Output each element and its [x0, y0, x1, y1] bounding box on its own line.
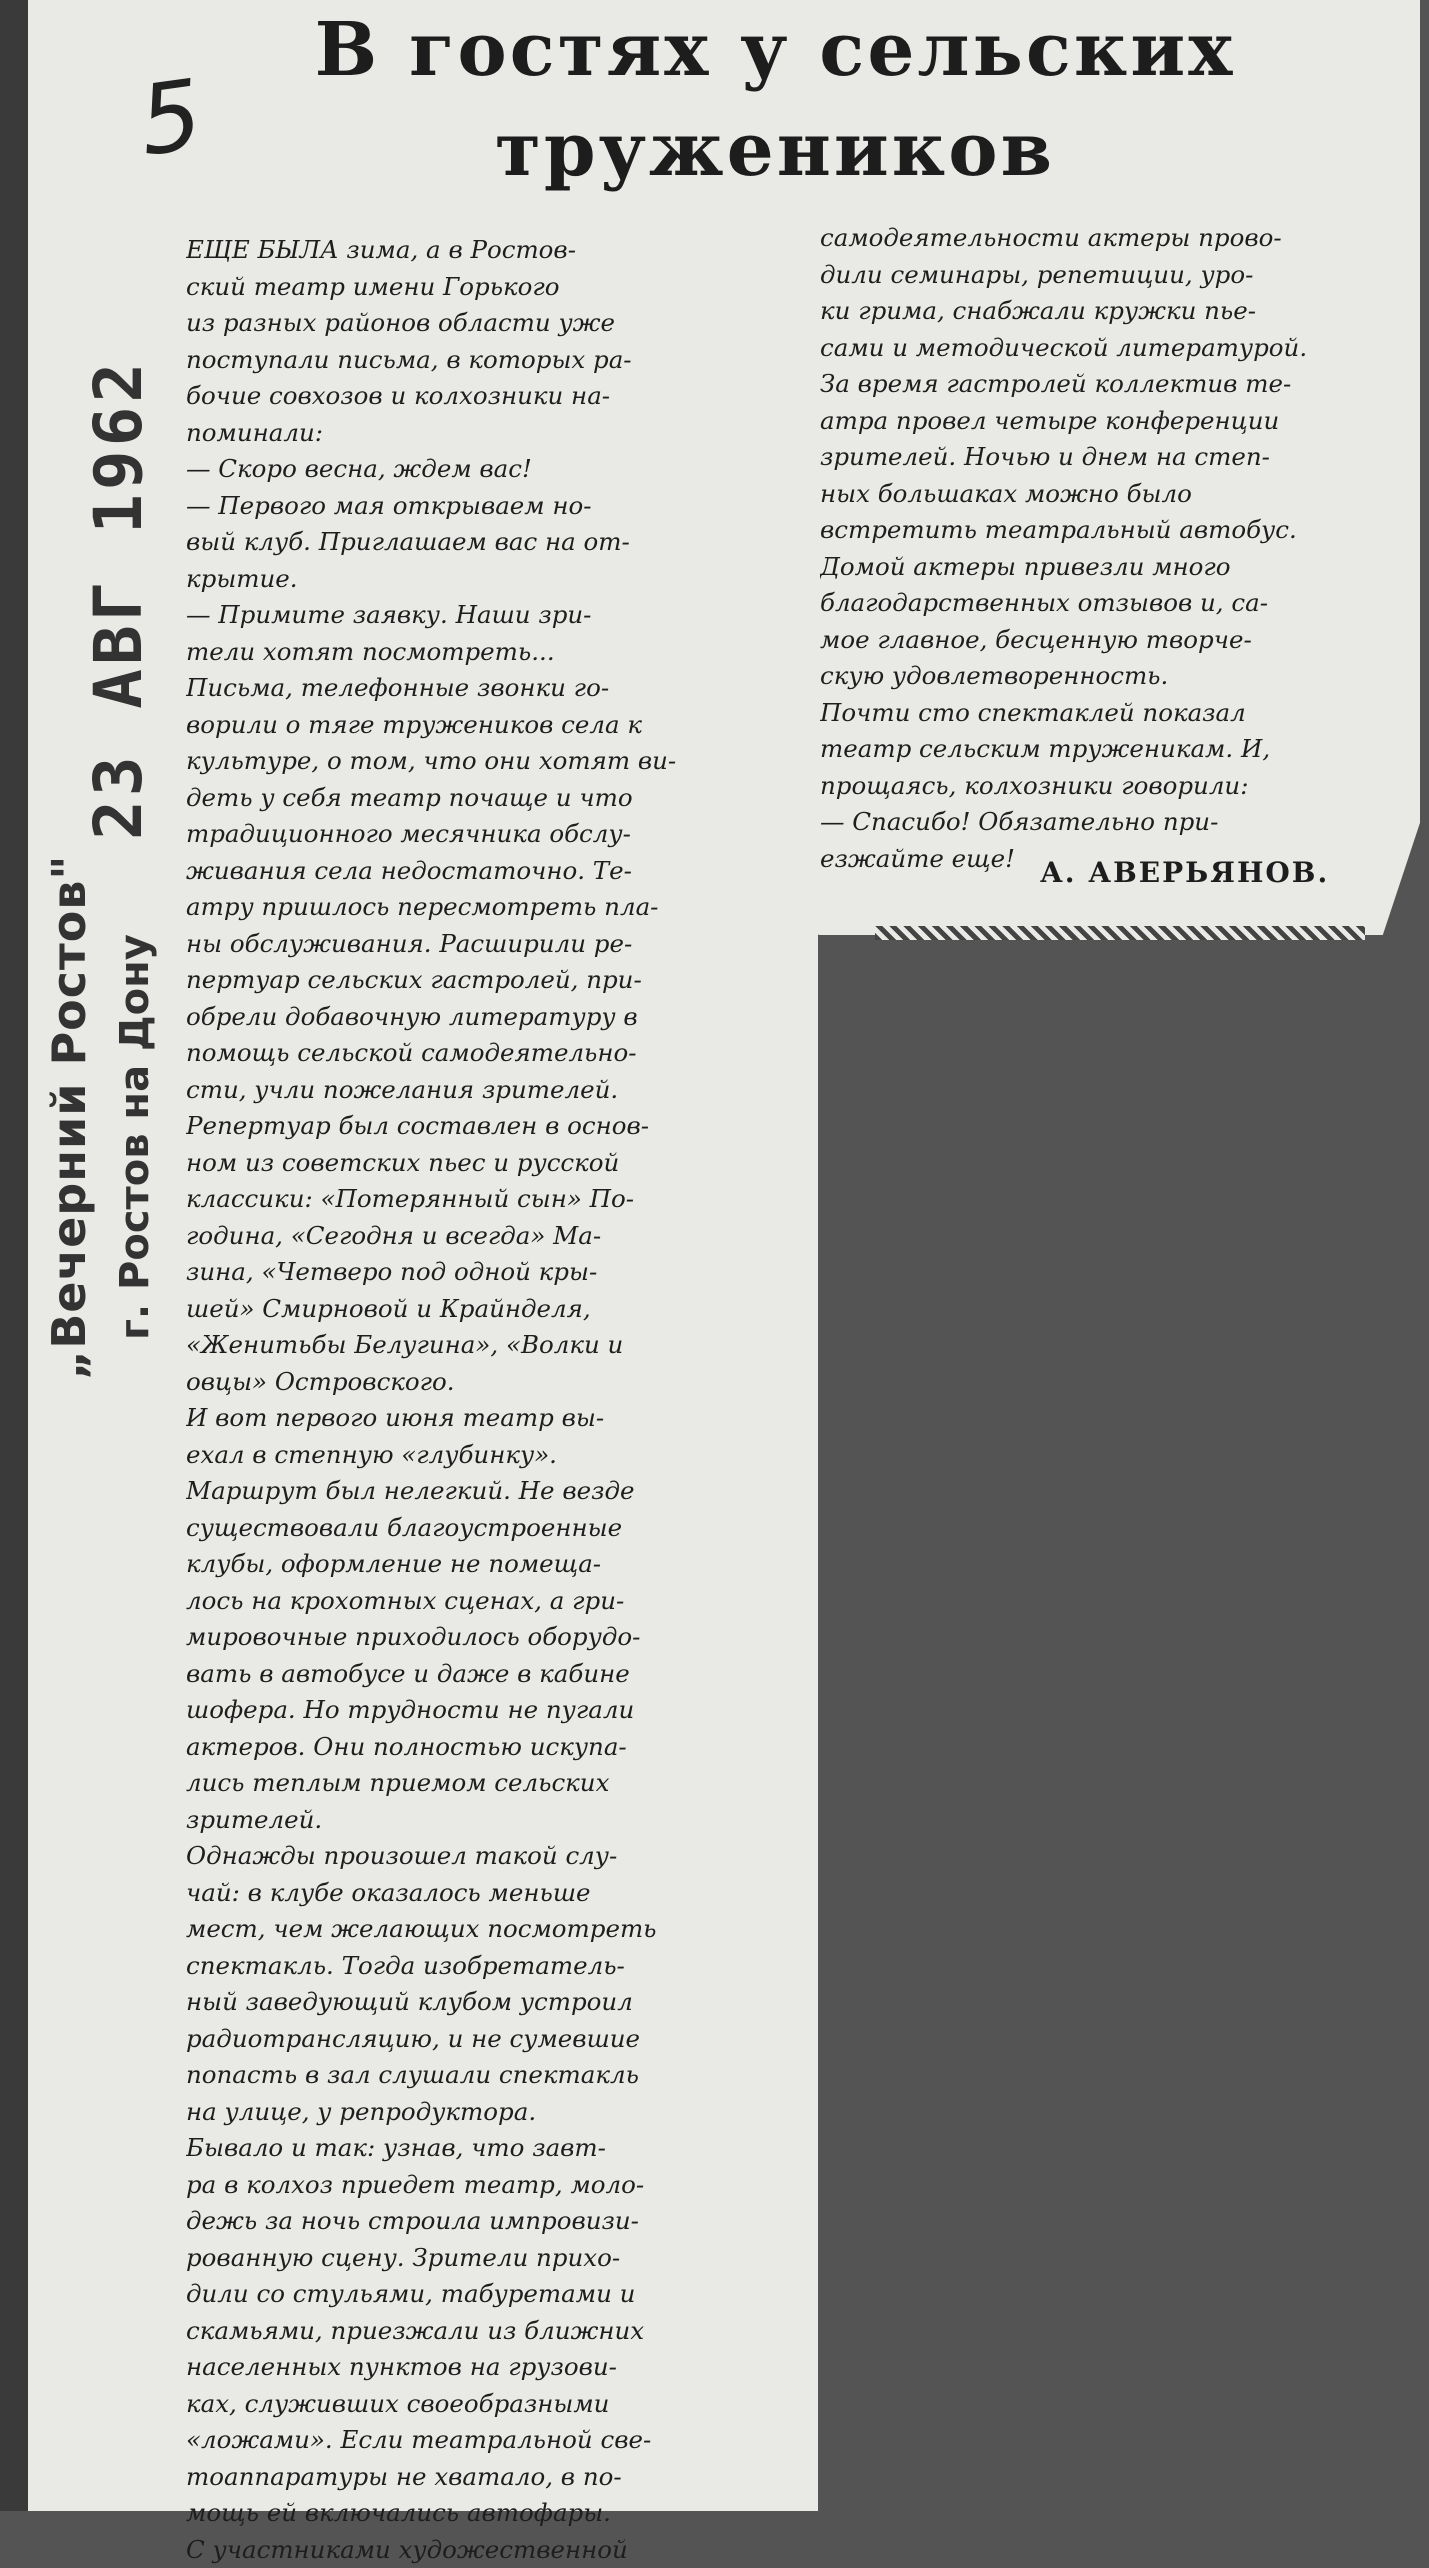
article-line: благодарственных отзывов и, са- — [820, 585, 1410, 622]
article-line: мировочные приходилось оборудо- — [186, 1619, 774, 1656]
newspaper-stamp: „Вечерний Ростов" — [42, 855, 96, 1380]
article-line: лись теплым приемом сельских — [186, 1765, 774, 1802]
article-line: классики: «Потерянный сын» По- — [186, 1181, 774, 1218]
article-line: самодеятельности актеры прово- — [820, 220, 1410, 257]
article-line: поступали письма, в которых ра- — [186, 342, 774, 379]
article-line: чай: в клубе оказалось меньше — [186, 1875, 774, 1912]
article-line: шофера. Но трудности не пугали — [186, 1692, 774, 1729]
article-line: традиционного месячника обслу- — [186, 816, 774, 853]
article-line: ном из советских пьес и русской — [186, 1145, 774, 1182]
article-line: дили семинары, репетиции, уро- — [820, 257, 1410, 294]
article-line: бочие совхозов и колхозники на- — [186, 378, 774, 415]
article-line: езжайте еще! — [820, 841, 1410, 878]
article-line: ны обслуживания. Расширили ре- — [186, 926, 774, 963]
article-line: мощь ей включались автофары. — [186, 2495, 774, 2532]
article-line: мое главное, бесценную творче- — [820, 622, 1410, 659]
article-line: атра провел четыре конференции — [820, 403, 1410, 440]
date-stamp: 23 АВГ 1962 — [80, 359, 157, 840]
background-left — [0, 0, 30, 2511]
article-line: ных большаках можно было — [820, 476, 1410, 513]
article-line: — Спасибо! Обязательно при- — [820, 804, 1410, 841]
article-line: встретить театральный автобус. — [820, 512, 1410, 549]
article-line: крытие. — [186, 561, 774, 598]
article-line: — Примите заявку. Наши зри- — [186, 597, 774, 634]
article-line: ЕЩЕ БЫЛА зима, а в Ростов- — [186, 232, 774, 269]
headline-line-2: тружеников — [200, 100, 1350, 200]
article-line: живания села недостаточно. Те- — [186, 853, 774, 890]
article-line: обрели добавочную литературу в — [186, 999, 774, 1036]
article-line: поминали: — [186, 415, 774, 452]
article-line: населенных пунктов на грузови- — [186, 2349, 774, 2386]
article-line: культуре, о том, что они хотят ви- — [186, 743, 774, 780]
city-stamp: г. Ростов на Дону — [112, 934, 158, 1340]
article-line: «Женитьбы Белугина», «Волки и — [186, 1327, 774, 1364]
article-line: Почти сто спектаклей показал — [820, 695, 1410, 732]
article-line: пертуар сельских гастролей, при- — [186, 962, 774, 999]
article-line: сами и методической литературой. — [820, 330, 1410, 367]
article-line: атру пришлось пересмотреть пла- — [186, 889, 774, 926]
article-line: ехал в степную «глубинку». — [186, 1437, 774, 1474]
article-line: Маршрут был нелегкий. Не везде — [186, 1473, 774, 1510]
article-line: вый клуб. Приглашаем вас на от- — [186, 524, 774, 561]
article-line: из разных районов области уже — [186, 305, 774, 342]
article-line: ворили о тяге тружеников села к — [186, 707, 774, 744]
article-line: зрителей. Ночью и днем на степ- — [820, 439, 1410, 476]
article-line: прощаясь, колхозники говорили: — [820, 768, 1410, 805]
article-line: скамьями, приезжали из ближних — [186, 2313, 774, 2350]
handwritten-number: 5 — [133, 58, 209, 177]
article-line: радиотрансляцию, и не сумевшие — [186, 2021, 774, 2058]
article-line: деть у себя театр почаще и что — [186, 780, 774, 817]
article-line: спектакль. Тогда изобретатель- — [186, 1948, 774, 1985]
article-line: ках, служивших своеобразными — [186, 2386, 774, 2423]
article-line: зрителей. — [186, 1802, 774, 1839]
article-line: сти, учли пожелания зрителей. — [186, 1072, 774, 1109]
article-line: ский театр имени Горького — [186, 269, 774, 306]
article-line: рованную сцену. Зрители прихо- — [186, 2240, 774, 2277]
article-line: лось на крохотных сценах, а гри- — [186, 1583, 774, 1620]
article-line: театр сельским труженикам. И, — [820, 731, 1410, 768]
article-line: шей» Смирновой и Крайнделя, — [186, 1291, 774, 1328]
article-line: помощь сельской самодеятельно- — [186, 1035, 774, 1072]
article-line: година, «Сегодня и всегда» Ма- — [186, 1218, 774, 1255]
article-line: тоаппаратуры не хватало, в по- — [186, 2459, 774, 2496]
torn-edge — [875, 926, 1365, 940]
article-line: И вот первого июня театр вы- — [186, 1400, 774, 1437]
headline-line-1: В гостях у сельских — [200, 0, 1350, 100]
article-line: ра в колхоз приедет театр, моло- — [186, 2167, 774, 2204]
article-line: Однажды произошел такой слу- — [186, 1838, 774, 1875]
article-line: актеров. Они полностью искупа- — [186, 1729, 774, 1766]
headline — [200, 0, 1350, 200]
article-line: попасть в зал слушали спектакль — [186, 2057, 774, 2094]
article-line: «ложами». Если театральной све- — [186, 2422, 774, 2459]
article-line: тели хотят посмотреть... — [186, 634, 774, 671]
article-line: овцы» Островского. — [186, 1364, 774, 1401]
article-right-column — [820, 220, 1410, 877]
article-line: Бывало и так: узнав, что завт- — [186, 2130, 774, 2167]
article-line: существовали благоустроенные — [186, 1510, 774, 1547]
article-line: За время гастролей коллектив те- — [820, 366, 1410, 403]
article-line: — Первого мая открываем но- — [186, 488, 774, 525]
article-line: зина, «Четверо под одной кры- — [186, 1254, 774, 1291]
article-line: дежь за ночь строила импровизи- — [186, 2203, 774, 2240]
article-line: мест, чем желающих посмотреть — [186, 1911, 774, 1948]
article-line: — Скоро весна, ждем вас! — [186, 451, 774, 488]
article-left-column — [186, 232, 774, 2568]
article-line: Репертуар был составлен в основ- — [186, 1108, 774, 1145]
article-line: клубы, оформление не помеща- — [186, 1546, 774, 1583]
article-line: ки грима, снабжали кружки пье- — [820, 293, 1410, 330]
article-line: на улице, у репродуктора. — [186, 2094, 774, 2131]
article-line: дили со стульями, табуретами и — [186, 2276, 774, 2313]
article-line: Письма, телефонные звонки го- — [186, 670, 774, 707]
article-line: вать в автобусе и даже в кабине — [186, 1656, 774, 1693]
author-signature: А. АВЕРЬЯНОВ. — [1040, 856, 1329, 889]
article-line: С участниками художественной — [186, 2532, 774, 2568]
article-line: Домой актеры привезли много — [820, 549, 1410, 586]
article-line: скую удовлетворенность. — [820, 658, 1410, 695]
article-line: ный заведующий клубом устроил — [186, 1984, 774, 2021]
